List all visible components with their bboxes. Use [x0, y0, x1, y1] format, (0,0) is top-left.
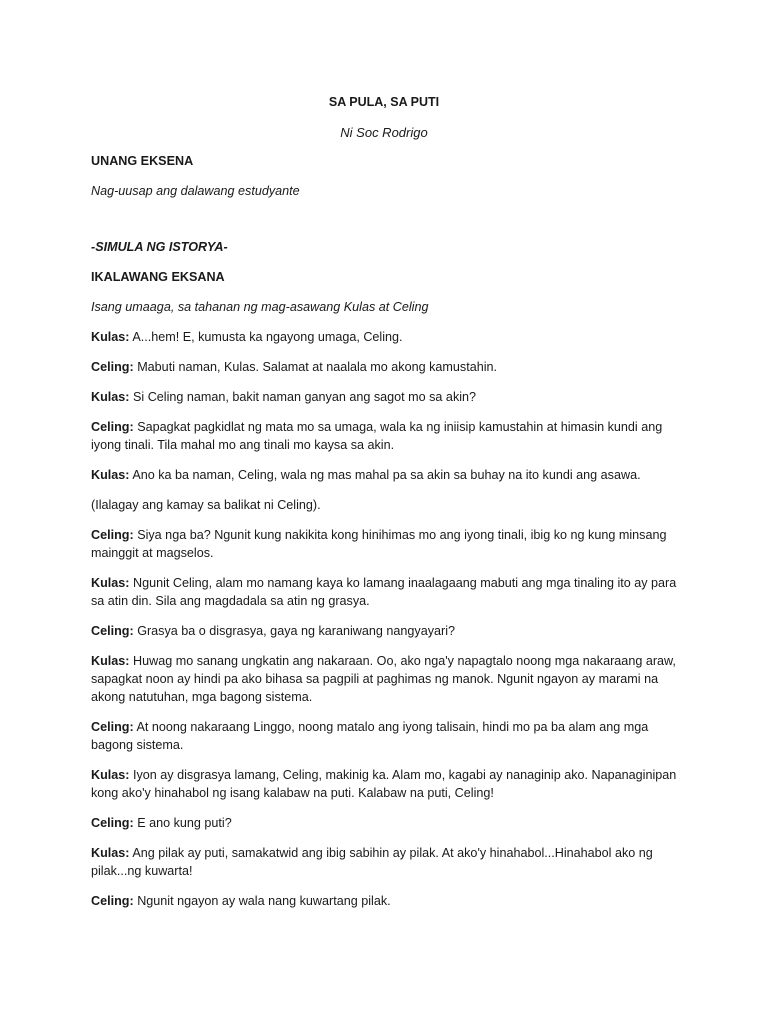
dialogue-line: [91, 574, 691, 610]
scene-heading: UNANG EKSENA: [91, 154, 194, 168]
dialogue-line: [91, 766, 691, 802]
speaker-name: Celing:: [91, 360, 134, 374]
speaker-name: Celing:: [91, 624, 134, 638]
dialogue-text: E ano kung puti?: [137, 816, 232, 830]
dialogue-text: Si Celing naman, bakit naman ganyan ang sagot mo sa akin?: [133, 390, 477, 404]
dialogue-text: (Ilalagay ang kamay sa balikat ni Celing).: [91, 498, 321, 512]
document-author: Ni Soc Rodrigo: [340, 125, 428, 140]
dialogue-text: Iyon ay disgrasya lamang, Celing, makinig ka. Alam mo, kagabi ay nanaginip ako. Napanaginipan kong ako'y hinahabol ng isang kalabaw na puti. Kalabaw na puti, Celing!: [91, 768, 677, 800]
speaker-name: Celing:: [91, 420, 134, 434]
dialogue-text: Ngunit ngayon ay wala nang kuwartang pilak.: [137, 894, 391, 908]
dialogue-text: Ang pilak ay puti, samakatwid ang ibig sabihin ay pilak. At ako'y hinahabol...Hinahabol ako ng pilak...ng kuwarta!: [91, 846, 653, 878]
dialogue-line: [91, 526, 691, 562]
speaker-name: Kulas:: [91, 330, 130, 344]
dialogue-text: Ngunit Celing, alam mo namang kaya ko lamang inaalagaang mabuti ang mga tinaling ito ay para sa atin din. Sila ang magdadala sa atin ng grasya.: [91, 576, 677, 608]
dialogue-line: [91, 844, 691, 880]
dialogue-text: Grasya ba o disgrasya, gaya ng karaniwang nangyayari?: [137, 624, 456, 638]
dialogue-line: [91, 718, 691, 754]
document-title: SA PULA, SA PUTI: [328, 95, 440, 109]
scene-heading: IKALAWANG EKSANA: [91, 270, 225, 284]
stage-direction: Nag-uusap ang dalawang estudyante: [91, 184, 300, 198]
dialogue-text: A...hem! E, kumusta ka ngayong umaga, Celing.: [132, 330, 403, 344]
speaker-name: Kulas:: [91, 846, 130, 860]
dialogue-line: [91, 418, 691, 454]
speaker-name: Kulas:: [91, 654, 130, 668]
dialogue-line: [91, 358, 691, 376]
dialogue-line: [91, 388, 691, 406]
speaker-name: Kulas:: [91, 576, 130, 590]
dialogue-text: At noong nakaraang Linggo, noong matalo ang iyong talisain, hindi mo pa ba alam ang mga bagong sistema.: [91, 720, 649, 752]
stage-direction-line: [91, 496, 691, 514]
dialogue-text: Huwag mo sanang ungkatin ang nakaraan. Oo, ako nga'y napagtalo noong mga nakaraang araw, sapagkat noon ay hindi pa ako bihasa sa pagpili at paghimas ng manok. Ngunit ngayon ay marami na akong natutuhan, mga bagong sistema.: [91, 654, 676, 704]
dialogue-line: [91, 892, 691, 910]
speaker-name: Celing:: [91, 720, 134, 734]
dialogue-text: Ano ka ba naman, Celing, wala ng mas mahal pa sa akin sa buhay na ito kundi ang asawa.: [132, 468, 641, 482]
dialogue-line: [91, 652, 691, 706]
speaker-name: Kulas:: [91, 768, 130, 782]
dialogue-line: [91, 466, 691, 484]
dialogue-text: Sapagkat pagkidlat ng mata mo sa umaga, wala ka ng iniisip kamustahin at himasin kundi ang iyong tinali. Tila mahal mo ang tinali mo kaysa sa akin.: [91, 420, 663, 452]
speaker-name: Celing:: [91, 816, 134, 830]
speaker-name: Celing:: [91, 894, 134, 908]
dialogue-text: Mabuti naman, Kulas. Salamat at naalala mo akong kamustahin.: [137, 360, 498, 374]
speaker-name: Kulas:: [91, 390, 130, 404]
dialogue-line: [91, 622, 691, 640]
dialogue-text: Siya nga ba? Ngunit kung nakikita kong hinihimas mo ang iyong tinali, ibig ko ng kung minsang mainggit at magselos.: [91, 528, 667, 560]
story-marker: -SIMULA NG ISTORYA-: [91, 240, 228, 254]
stage-direction: Isang umaaga, sa tahanan ng mag-asawang Kulas at Celing: [91, 300, 429, 314]
document-body: [91, 152, 691, 922]
speaker-name: Kulas:: [91, 468, 130, 482]
speaker-name: Celing:: [91, 528, 134, 542]
dialogue-line: [91, 814, 691, 832]
dialogue-line: [91, 328, 691, 346]
